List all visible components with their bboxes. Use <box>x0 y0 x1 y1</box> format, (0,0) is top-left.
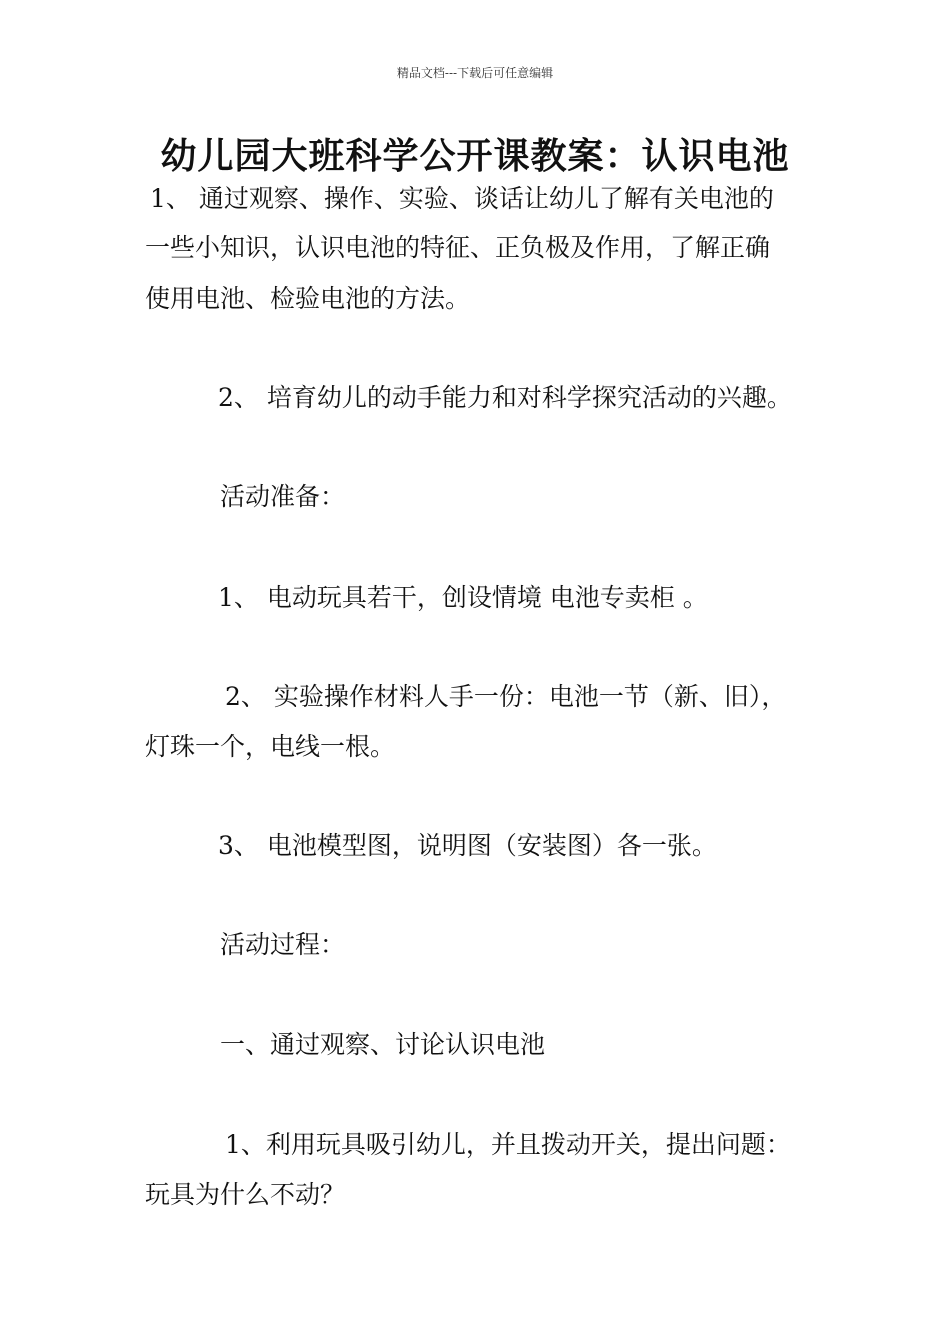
paragraph-line: 1、利用玩具吸引幼儿，并且拨动开关，提出问题： <box>225 1130 791 1159</box>
section-heading: 活动过程： <box>220 930 346 959</box>
paragraph-line: 1、 电动玩具若干，创设情境 电池专卖柜 。 <box>218 583 708 612</box>
section-heading: 活动准备： <box>220 482 346 511</box>
paragraph-line: 使用电池、检验电池的方法。 <box>145 284 471 313</box>
paragraph-line: 一些小知识，认识电池的特征、正负极及作用，了解正确 <box>145 233 771 262</box>
paragraph-line: 2、 培育幼儿的动手能力和对科学探究活动的兴趣。 <box>218 383 792 412</box>
document-title: 幼儿园大班科学公开课教案：认识电池 <box>160 136 790 177</box>
paragraph-line: 3、 电池模型图，说明图（安装图）各一张。 <box>218 831 717 860</box>
paragraph-line: 灯珠一个，电线一根。 <box>145 732 396 761</box>
paragraph-line: 玩具为什么不动？ <box>145 1180 346 1209</box>
paragraph-line: 2、 实验操作材料人手一份：电池一节（新、旧）， <box>225 682 787 711</box>
page-header: 精品文档---下载后可任意编辑 <box>396 66 554 80</box>
section-heading: 一、通过观察、讨论认识电池 <box>220 1030 546 1059</box>
paragraph-line: 1、 通过观察、操作、实验、谈话让幼儿了解有关电池的 <box>150 184 774 213</box>
